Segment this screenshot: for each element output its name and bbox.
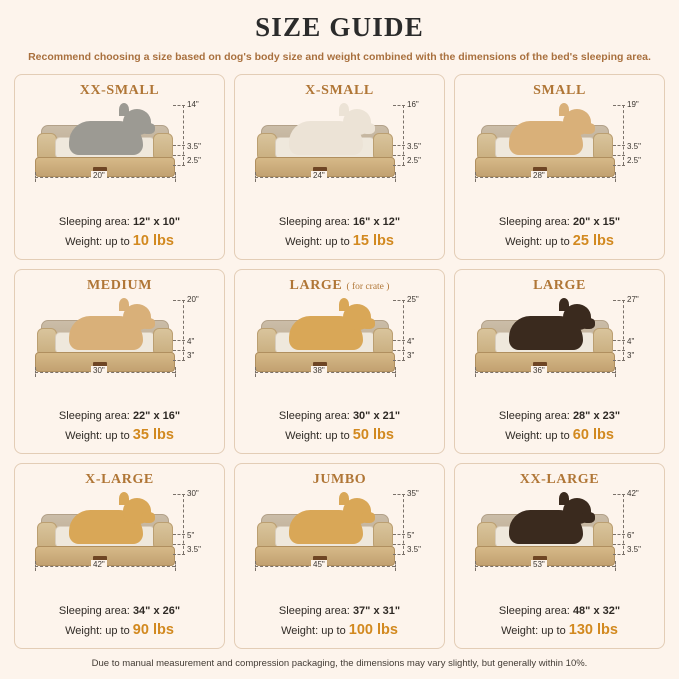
dim-width: 28" bbox=[533, 171, 545, 180]
page-title: SIZE GUIDE bbox=[255, 12, 424, 42]
width-tick-right bbox=[615, 367, 616, 377]
bed-illustration bbox=[463, 296, 656, 388]
width-tick-right bbox=[175, 172, 176, 182]
dim-total-height: 27" bbox=[627, 294, 639, 304]
weight-label: Weight: bbox=[505, 235, 543, 248]
height-tick-top bbox=[173, 105, 185, 106]
dog-snout bbox=[361, 512, 375, 523]
dim-total-height: 25" bbox=[407, 294, 419, 304]
size-card-specs bbox=[499, 604, 620, 641]
weight-line bbox=[59, 231, 180, 252]
sleeping-area-value: 12" x 10" bbox=[132, 215, 181, 228]
bed-illustration bbox=[243, 490, 436, 582]
height-guide-line bbox=[403, 105, 404, 165]
size-card bbox=[454, 463, 665, 649]
weight-value: 50 lbs bbox=[352, 427, 394, 444]
weight-uptolabel: up to bbox=[545, 235, 570, 248]
width-tick-right bbox=[395, 172, 396, 182]
size-card-note: ( for crate ) bbox=[346, 281, 390, 292]
dog-ear bbox=[119, 492, 129, 505]
dog-snout bbox=[581, 318, 595, 329]
dim-mid-height: 5" bbox=[407, 531, 415, 541]
weight-line bbox=[59, 620, 180, 641]
height-tick-top bbox=[613, 494, 625, 495]
dim-mid-height: 6" bbox=[627, 531, 635, 541]
dog-ear bbox=[559, 103, 569, 116]
weight-line bbox=[59, 425, 180, 446]
width-tick-left bbox=[35, 561, 36, 571]
size-card-title bbox=[533, 278, 586, 294]
sleeping-area-value: 34" x 26" bbox=[132, 605, 181, 618]
dim-total-height: 14" bbox=[187, 100, 199, 109]
size-card-name: XX-LARGE bbox=[519, 472, 600, 488]
size-card-title bbox=[87, 278, 152, 294]
height-tick-bottom bbox=[613, 360, 625, 361]
weight-value: 15 lbs bbox=[352, 232, 394, 249]
dim-base-height: 3" bbox=[407, 350, 415, 360]
dog-ear bbox=[339, 298, 349, 311]
dog-ear bbox=[559, 298, 569, 311]
sleeping-area-line bbox=[59, 215, 180, 231]
dim-width: 30" bbox=[93, 365, 105, 375]
sleeping-area-label: Sleeping area: bbox=[278, 410, 350, 423]
height-guide-line bbox=[183, 494, 184, 554]
size-card-specs bbox=[499, 409, 620, 446]
height-tick-low bbox=[173, 155, 185, 156]
sleeping-area-label: Sleeping area: bbox=[278, 605, 350, 618]
weight-uptolabel: up to bbox=[545, 430, 570, 443]
size-card-name: SMALL bbox=[533, 83, 586, 98]
height-tick-top bbox=[173, 300, 185, 301]
weight-line bbox=[279, 620, 400, 641]
size-card-specs bbox=[279, 409, 400, 446]
weight-value: 10 lbs bbox=[132, 232, 174, 249]
height-tick-low bbox=[173, 544, 185, 545]
dog-bed-graphic bbox=[35, 320, 175, 372]
size-card bbox=[454, 74, 665, 260]
dim-base-height: 2.5" bbox=[627, 156, 641, 165]
bed-illustration bbox=[23, 296, 216, 388]
width-tick-left bbox=[255, 367, 256, 377]
size-card-name: X-SMALL bbox=[305, 83, 374, 98]
size-card-name: MEDIUM bbox=[86, 277, 153, 293]
weight-uptolabel: up to bbox=[105, 235, 130, 248]
height-tick-top bbox=[393, 105, 405, 106]
dim-total-height: 35" bbox=[407, 489, 419, 499]
height-tick-low bbox=[613, 350, 625, 351]
dim-base-height: 3.5" bbox=[627, 545, 641, 555]
size-card bbox=[14, 269, 225, 455]
size-card bbox=[14, 463, 225, 649]
sleeping-area-value: 28" x 23" bbox=[572, 410, 621, 423]
dog-snout bbox=[361, 123, 375, 134]
size-card bbox=[234, 463, 445, 649]
dim-mid-height: 4" bbox=[187, 336, 195, 346]
height-tick-top bbox=[393, 300, 405, 301]
dog-bed-graphic bbox=[475, 320, 615, 372]
sleeping-area-value: 48" x 32" bbox=[572, 605, 621, 618]
width-tick-right bbox=[395, 367, 396, 377]
dog-snout bbox=[361, 318, 375, 329]
width-tick-left bbox=[475, 561, 476, 571]
sleeping-area-line bbox=[499, 215, 620, 231]
size-card bbox=[454, 269, 665, 455]
height-tick-bottom bbox=[613, 554, 625, 555]
weight-label: Weight: bbox=[501, 624, 539, 637]
dim-mid-height: 4" bbox=[627, 336, 635, 346]
width-tick-left bbox=[475, 172, 476, 182]
weight-label: Weight: bbox=[65, 430, 103, 443]
size-card-name: XX-SMALL bbox=[79, 83, 160, 98]
size-card-name: X-LARGE bbox=[85, 472, 154, 488]
size-card-name: JUMBO bbox=[312, 472, 367, 488]
sleeping-area-value: 16" x 12" bbox=[352, 215, 401, 228]
weight-label: Weight: bbox=[505, 430, 543, 443]
size-card-name: LARGE bbox=[289, 277, 343, 293]
bed-illustration bbox=[463, 490, 656, 582]
weight-label: Weight: bbox=[285, 430, 323, 443]
dog-snout bbox=[141, 512, 155, 523]
dim-width: 42" bbox=[93, 560, 105, 570]
dog-graphic bbox=[69, 510, 143, 544]
dog-graphic bbox=[509, 510, 583, 544]
height-tick-mid bbox=[613, 534, 625, 535]
size-card bbox=[234, 74, 445, 260]
weight-uptolabel: up to bbox=[105, 430, 130, 443]
size-card-title bbox=[305, 83, 374, 99]
width-tick-left bbox=[255, 561, 256, 571]
weight-label: Weight: bbox=[281, 624, 319, 637]
sleeping-area-line bbox=[499, 409, 620, 425]
height-tick-bottom bbox=[173, 554, 185, 555]
sleeping-area-value: 30" x 21" bbox=[352, 410, 401, 423]
weight-label: Weight: bbox=[285, 235, 323, 248]
weight-line bbox=[499, 231, 620, 252]
dog-graphic bbox=[69, 121, 143, 155]
size-card-name: LARGE bbox=[533, 277, 586, 293]
height-guide-line bbox=[403, 494, 404, 554]
dim-width: 38" bbox=[313, 365, 325, 375]
height-tick-low bbox=[393, 544, 405, 545]
dim-mid-height: 3.5" bbox=[627, 142, 641, 151]
size-card-title bbox=[520, 472, 599, 488]
weight-label: Weight: bbox=[65, 624, 103, 637]
size-card-specs bbox=[279, 215, 400, 252]
height-guide-line bbox=[623, 105, 624, 165]
height-tick-top bbox=[613, 105, 625, 106]
weight-uptolabel: up to bbox=[105, 624, 130, 637]
dim-total-height: 16" bbox=[407, 100, 419, 109]
weight-line bbox=[499, 425, 620, 446]
size-card-title bbox=[80, 83, 159, 99]
height-guide-line bbox=[183, 300, 184, 360]
sleeping-area-line bbox=[279, 604, 400, 620]
dog-snout bbox=[581, 123, 595, 134]
height-tick-top bbox=[173, 494, 185, 495]
sleeping-area-label: Sleeping area: bbox=[498, 215, 570, 228]
height-tick-low bbox=[393, 350, 405, 351]
dim-total-height: 42" bbox=[627, 489, 639, 499]
dim-mid-height: 3.5" bbox=[407, 142, 421, 151]
size-card-grid bbox=[14, 74, 665, 649]
height-tick-bottom bbox=[393, 360, 405, 361]
dim-width: 45" bbox=[313, 560, 325, 570]
height-tick-top bbox=[613, 300, 625, 301]
sleeping-area-line bbox=[279, 409, 400, 425]
dog-bed-graphic bbox=[35, 514, 175, 566]
dog-graphic bbox=[289, 316, 363, 350]
dim-base-height: 3.5" bbox=[407, 545, 421, 555]
weight-value: 25 lbs bbox=[572, 232, 614, 249]
dim-base-height: 3" bbox=[187, 350, 195, 360]
height-guide-line bbox=[623, 494, 624, 554]
height-tick-bottom bbox=[393, 554, 405, 555]
width-tick-left bbox=[35, 172, 36, 182]
dog-ear bbox=[339, 492, 349, 505]
size-card-specs bbox=[59, 215, 180, 252]
dog-ear bbox=[119, 298, 129, 311]
size-card-specs bbox=[59, 604, 180, 641]
dim-base-height: 3" bbox=[627, 350, 635, 360]
page-subtitle: Recommend choosing a size based on dog's body size and weight combined with the dimensions of the bed's sleeping area. bbox=[28, 51, 651, 63]
height-tick-mid bbox=[393, 145, 405, 146]
dog-bed-graphic bbox=[255, 320, 395, 372]
sleeping-area-label: Sleeping area: bbox=[498, 605, 570, 618]
weight-value: 35 lbs bbox=[132, 427, 174, 444]
size-card-title bbox=[313, 472, 367, 488]
sleeping-area-label: Sleeping area: bbox=[498, 410, 570, 423]
dim-total-height: 19" bbox=[627, 100, 639, 109]
weight-uptolabel: up to bbox=[325, 235, 350, 248]
sleeping-area-value: 20" x 15" bbox=[572, 215, 621, 228]
dog-ear bbox=[339, 103, 349, 116]
dim-mid-height: 4" bbox=[407, 336, 415, 346]
weight-value: 130 lbs bbox=[568, 621, 618, 638]
width-tick-right bbox=[175, 561, 176, 571]
sleeping-area-label: Sleeping area: bbox=[278, 215, 350, 228]
weight-uptolabel: up to bbox=[325, 430, 350, 443]
height-guide-line bbox=[403, 300, 404, 360]
dog-graphic bbox=[509, 316, 583, 350]
height-tick-mid bbox=[173, 340, 185, 341]
width-tick-right bbox=[615, 561, 616, 571]
sleeping-area-line bbox=[59, 604, 180, 620]
dog-snout bbox=[141, 123, 155, 134]
weight-uptolabel: up to bbox=[541, 624, 566, 637]
dim-width: 24" bbox=[313, 171, 325, 180]
width-tick-left bbox=[35, 367, 36, 377]
dog-graphic bbox=[289, 121, 363, 155]
sleeping-area-value: 37" x 31" bbox=[352, 605, 401, 618]
dim-total-height: 30" bbox=[187, 489, 199, 499]
dim-mid-height: 3.5" bbox=[187, 142, 201, 151]
footer-note: Due to manual measurement and compression packaging, the dimensions may vary slightly, but generally within 10%. bbox=[91, 658, 588, 669]
weight-uptolabel: up to bbox=[321, 624, 346, 637]
sleeping-area-value: 22" x 16" bbox=[132, 410, 181, 423]
bed-illustration bbox=[243, 296, 436, 388]
size-card-specs bbox=[279, 604, 400, 641]
dog-graphic bbox=[509, 121, 583, 155]
height-tick-low bbox=[613, 155, 625, 156]
width-tick-right bbox=[175, 367, 176, 377]
bed-illustration bbox=[243, 101, 436, 193]
sleeping-area-line bbox=[499, 604, 620, 620]
height-guide-line bbox=[623, 300, 624, 360]
dog-bed-graphic bbox=[475, 125, 615, 177]
height-tick-mid bbox=[613, 340, 625, 341]
weight-value: 100 lbs bbox=[348, 621, 398, 638]
height-tick-mid bbox=[173, 534, 185, 535]
height-tick-top bbox=[393, 494, 405, 495]
width-tick-right bbox=[615, 172, 616, 182]
size-card bbox=[14, 74, 225, 260]
dog-ear bbox=[119, 103, 129, 116]
bed-illustration bbox=[23, 490, 216, 582]
dim-width: 36" bbox=[533, 365, 545, 375]
width-tick-left bbox=[255, 172, 256, 182]
bed-illustration bbox=[463, 101, 656, 193]
weight-value: 90 lbs bbox=[132, 621, 174, 638]
weight-line bbox=[499, 620, 620, 641]
weight-value: 60 lbs bbox=[572, 427, 614, 444]
dog-bed-graphic bbox=[475, 514, 615, 566]
height-tick-bottom bbox=[173, 360, 185, 361]
size-card-title bbox=[290, 278, 390, 294]
sleeping-area-label: Sleeping area: bbox=[58, 215, 130, 228]
sleeping-area-label: Sleeping area: bbox=[58, 605, 130, 618]
height-tick-bottom bbox=[613, 165, 625, 166]
size-card-specs bbox=[499, 215, 620, 252]
size-card-title bbox=[533, 83, 586, 99]
dog-bed-graphic bbox=[255, 125, 395, 177]
sleeping-area-line bbox=[59, 409, 180, 425]
dim-base-height: 2.5" bbox=[407, 156, 421, 165]
height-guide-line bbox=[183, 105, 184, 165]
dim-mid-height: 5" bbox=[187, 531, 195, 541]
sleeping-area-label: Sleeping area: bbox=[58, 410, 130, 423]
dim-base-height: 3.5" bbox=[187, 545, 201, 555]
weight-line bbox=[279, 231, 400, 252]
height-tick-bottom bbox=[393, 165, 405, 166]
dog-bed-graphic bbox=[255, 514, 395, 566]
dog-snout bbox=[581, 512, 595, 523]
height-tick-mid bbox=[393, 534, 405, 535]
dog-snout bbox=[141, 318, 155, 329]
height-tick-low bbox=[393, 155, 405, 156]
dog-graphic bbox=[289, 510, 363, 544]
width-tick-left bbox=[475, 367, 476, 377]
height-tick-low bbox=[173, 350, 185, 351]
dog-ear bbox=[559, 492, 569, 505]
dim-width: 53" bbox=[533, 560, 545, 570]
sleeping-area-line bbox=[279, 215, 400, 231]
size-card-title bbox=[85, 472, 154, 488]
dim-total-height: 20" bbox=[187, 294, 199, 304]
weight-label: Weight: bbox=[65, 235, 103, 248]
width-tick-right bbox=[395, 561, 396, 571]
dim-base-height: 2.5" bbox=[187, 156, 201, 165]
bed-illustration bbox=[23, 101, 216, 193]
height-tick-bottom bbox=[173, 165, 185, 166]
size-card-specs bbox=[59, 409, 180, 446]
size-card bbox=[234, 269, 445, 455]
height-tick-mid bbox=[173, 145, 185, 146]
dim-width: 20" bbox=[93, 171, 105, 180]
height-tick-low bbox=[613, 544, 625, 545]
dog-graphic bbox=[69, 316, 143, 350]
height-tick-mid bbox=[613, 145, 625, 146]
weight-line bbox=[279, 425, 400, 446]
dog-bed-graphic bbox=[35, 125, 175, 177]
height-tick-mid bbox=[393, 340, 405, 341]
